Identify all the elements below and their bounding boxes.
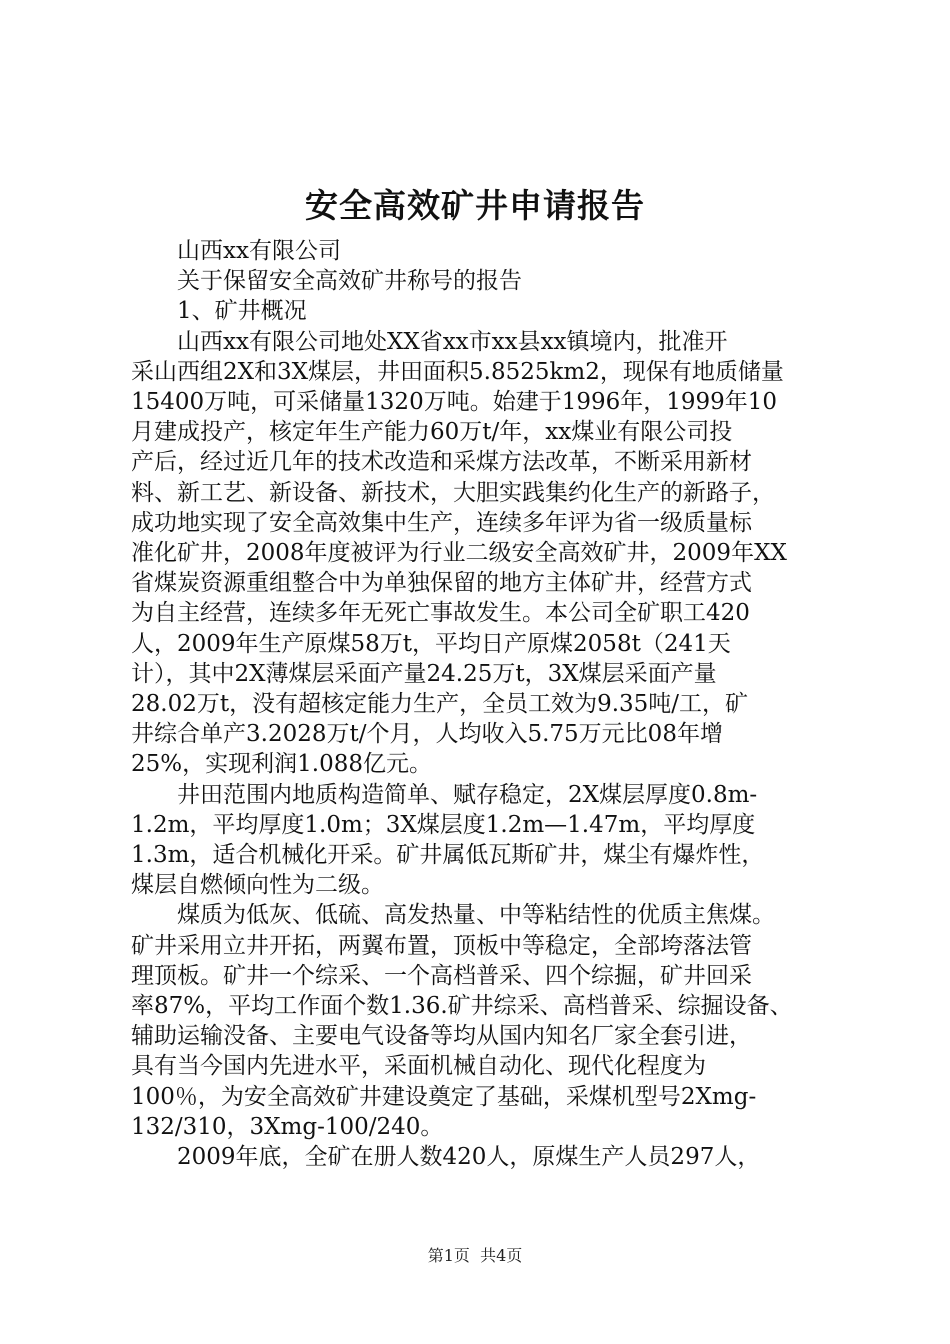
- text-line: 井综合单产3.2028万t/个月，人均收入5.75万元比08年增: [131, 721, 723, 748]
- text-line: 煤层自燃倾向性为二级。: [131, 872, 384, 899]
- text-line: 15400万吨，可采储量1320万吨。始建于1996年，1999年10: [131, 389, 778, 416]
- text-line: 准化矿井，2008年度被评为行业二级安全高效矿井，2009年XX: [131, 540, 787, 567]
- text-line: 井田范围内地质构造简单、赋存稳定，2X煤层厚度0.8m-: [177, 781, 758, 808]
- text-line: 山西xx有限公司: [177, 238, 341, 264]
- text-line: 省煤炭资源重组整合中为单独保留的地方主体矿井，经营方式: [131, 570, 752, 597]
- text-line: 人，2009年生产原煤58万t，平均日产原煤2058t（241天: [131, 630, 731, 657]
- text-line: 采山西组2X和3X煤层，井田面积5.8525km2，现保有地质储量: [131, 358, 784, 385]
- page-footer: [0, 1245, 950, 1267]
- text-line: 1.2m，平均厚度1.0m；3X煤层度1.2m—1.47m，平均厚度: [131, 811, 756, 838]
- text-line: 山西xx有限公司地处XX省xx市xx县xx镇境内，批准开: [177, 328, 728, 355]
- text-line: 关于保留安全高效矿井称号的报告: [177, 268, 522, 295]
- text-line: 率87%，平均工作面个数1.36.矿井综采、高档普采、综掘设备、: [131, 993, 793, 1020]
- text-line: 2009年底，全矿在册人数420人，原煤生产人员297人，: [177, 1144, 761, 1171]
- text-line: 矿井采用立井开拓，两翼布置，顶板中等稳定，全部垮落法管: [131, 932, 752, 959]
- text-line: 132/310，3Xmg-100/240。: [131, 1113, 444, 1140]
- text-line: 理顶板。矿井一个综采、一个高档普采、四个综掘，矿井回采: [131, 962, 752, 989]
- text-line: 煤质为低灰、低硫、高发热量、中等粘结性的优质主焦煤。: [177, 902, 775, 929]
- text-line: 28.02万t，没有超核定能力生产，全员工效为9.35吨/工，矿: [131, 691, 749, 718]
- text-line: 月建成投产，核定年生产能力60万t/年，xx煤业有限公司投: [131, 419, 733, 446]
- text-line: 为自主经营，连续多年无死亡事故发生。本公司全矿职工420: [131, 600, 750, 627]
- document-title: 安全高效矿井申请报告: [305, 186, 645, 225]
- text-line: 辅助运输没备、主要电气设备等均从国内知名厂家全套引进，: [131, 1023, 752, 1050]
- text-line: 具有当今国内先进水平，采面机械自动化、现代化程度为: [131, 1053, 706, 1080]
- text-line: 25%，实现利润1.088亿元。: [131, 751, 432, 778]
- text-line: 1、矿井概况: [177, 298, 307, 325]
- page-number-label: 第1页 共4页: [427, 1246, 523, 1265]
- text-line: 料、新工艺、新设备、新技术，大胆实践集约化生产的新路子，: [131, 479, 775, 506]
- text-line: 100％，为安全高效矿井建设奠定了基础，采煤机型号2Xmg-: [131, 1083, 757, 1110]
- text-line: 成功地实现了安全高效集中生产，连续多年评为省一级质量标: [131, 509, 752, 536]
- text-line: 1.3m，适合机械化开采。矿井属低瓦斯矿井，煤尘有爆炸性，: [131, 842, 765, 869]
- text-line: 计），其中2X薄煤层采面产量24.25万t，3X煤层采面产量: [131, 660, 717, 687]
- text-line: 产后，经过近几年的技术改造和采煤方法改革，不断采用新材: [131, 449, 752, 476]
- document-body: [131, 236, 833, 1172]
